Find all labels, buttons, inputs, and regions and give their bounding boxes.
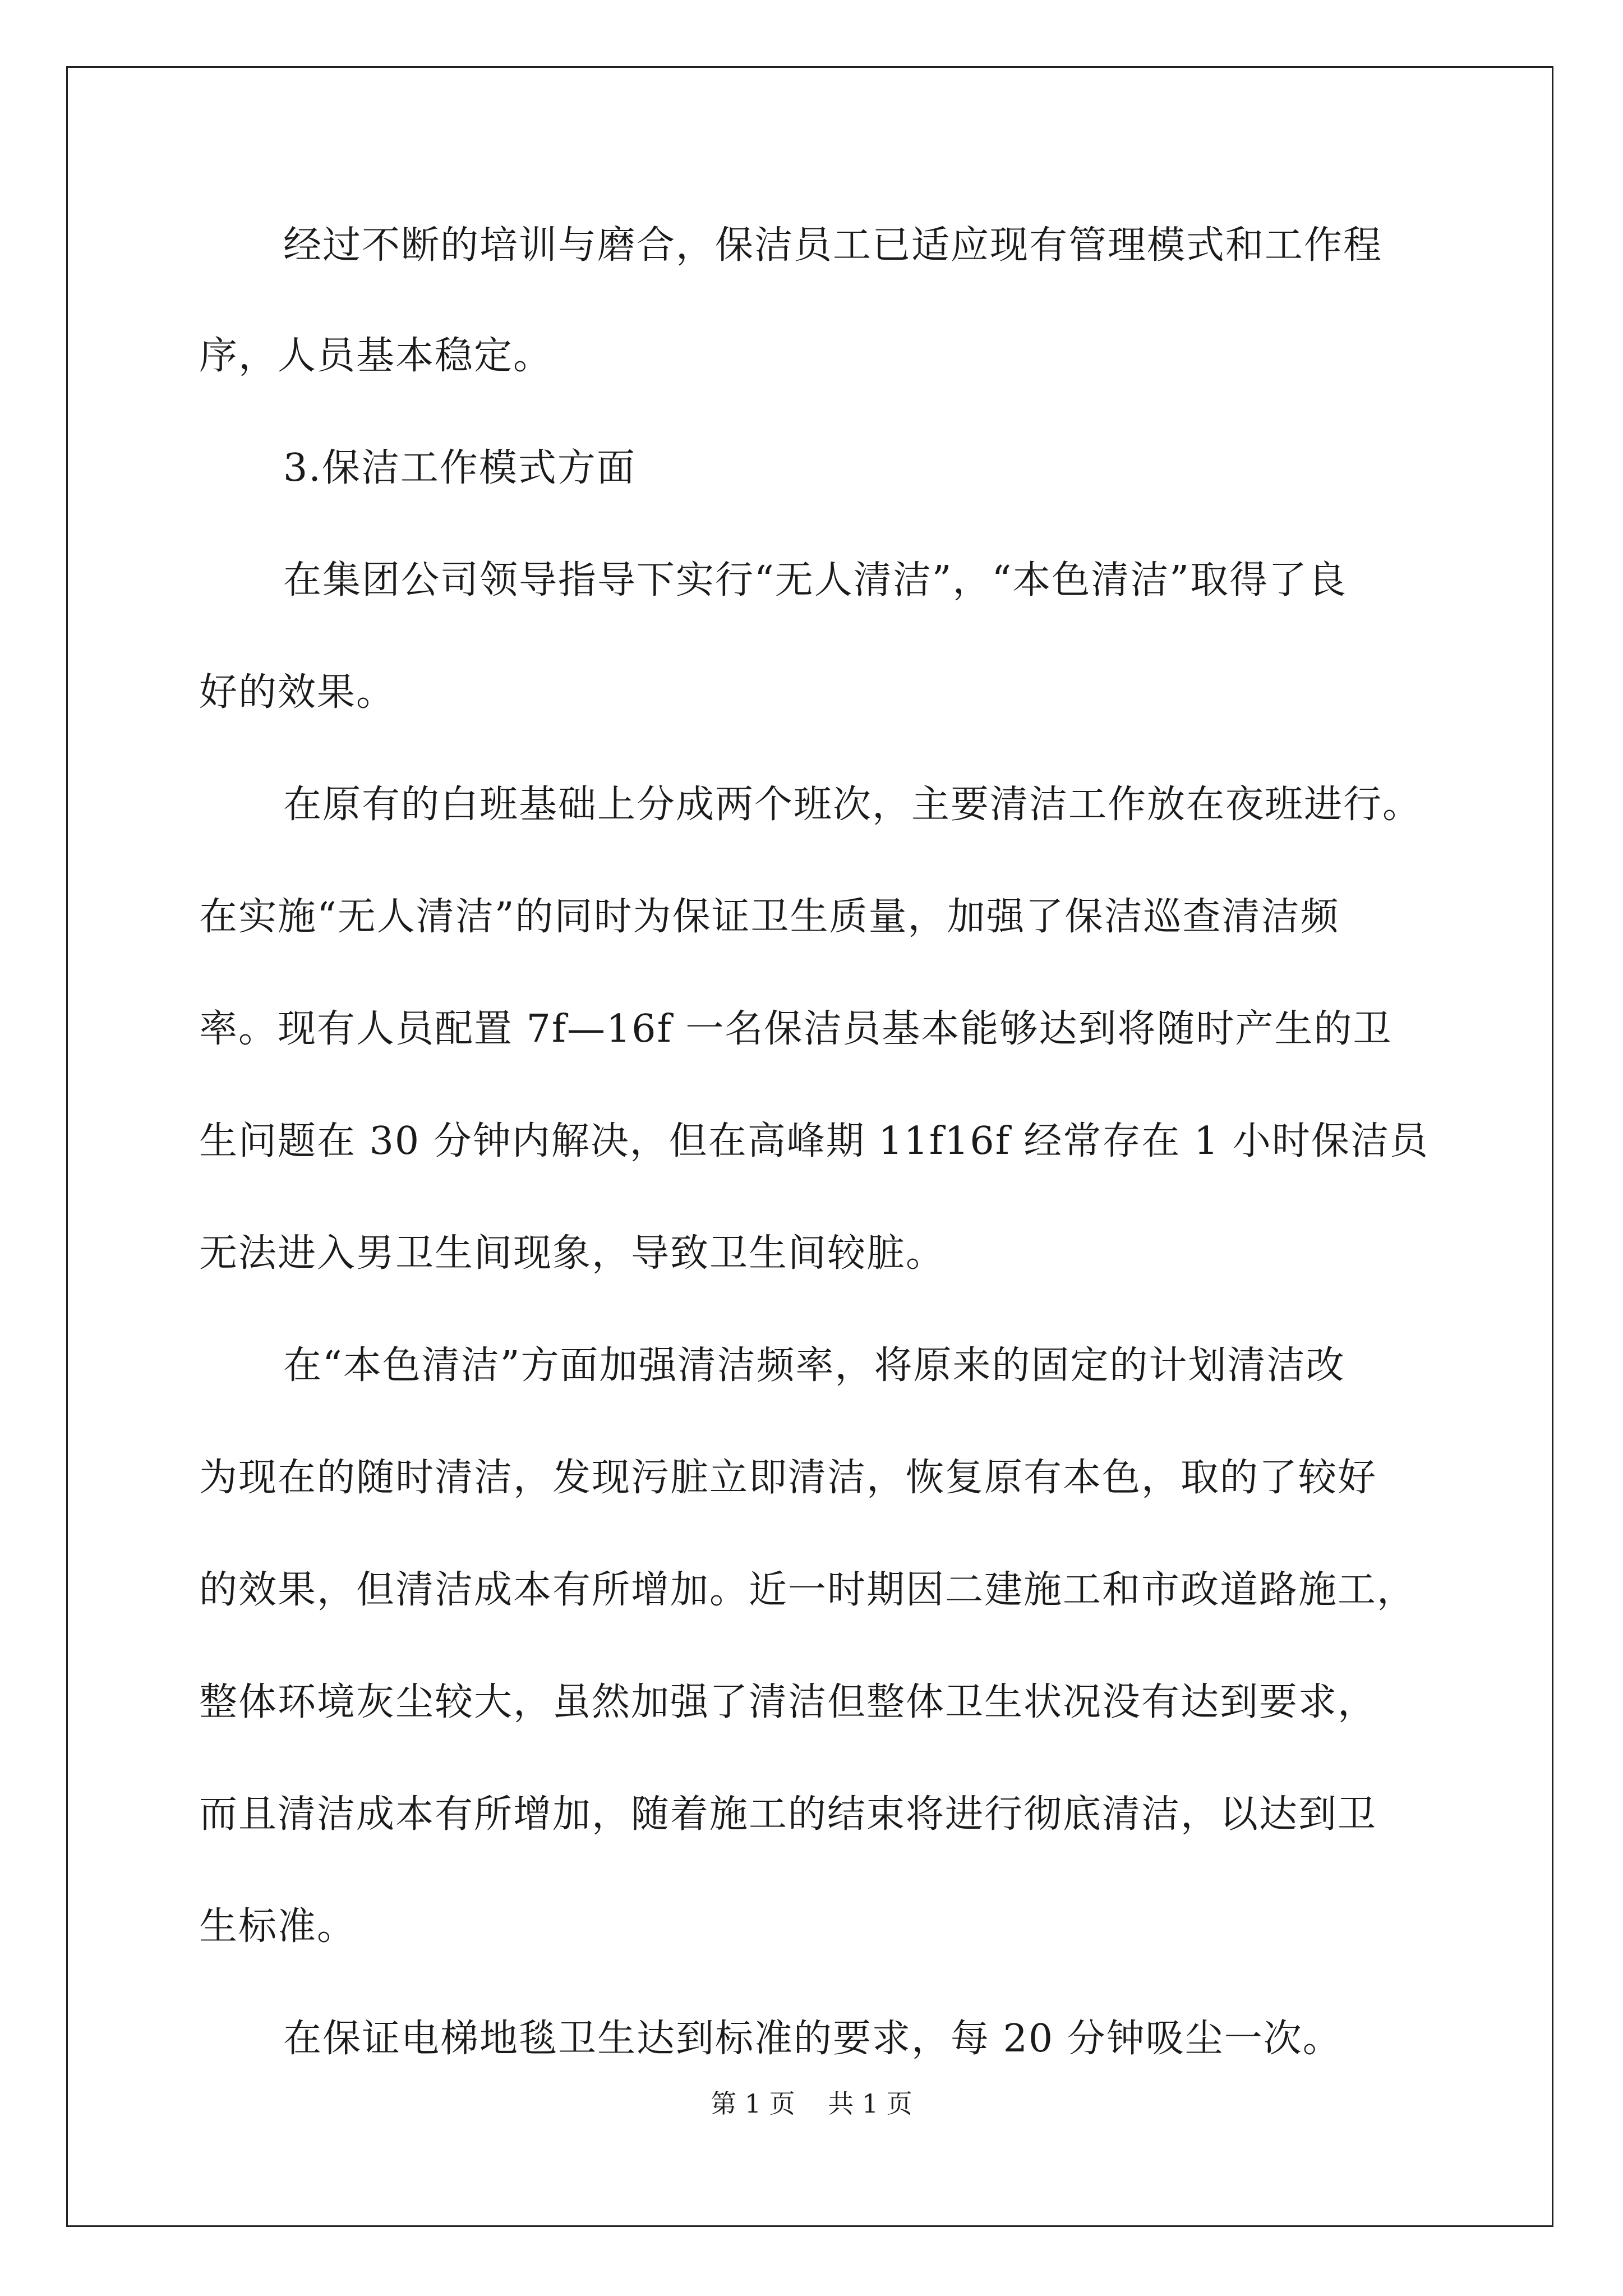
page-footer: 第 1 页 共 1 页 [711,2088,912,2119]
text-line: 而且清洁成本有所增加，随着施工的结束将进行彻底清洁，以达到卫 [199,1792,1377,1837]
text-line: 为现在的随时清洁，发现污脏立即清洁，恢复原有本色，取的了较好 [199,1456,1377,1500]
text-line: 序，人员基本稳定。 [199,334,553,378]
text-line: 在保证电梯地毯卫生达到标准的要求，每 20 分钟吸尘一次。 [283,2017,1342,2061]
text-line: 在“本色清洁”方面加强清洁频率，将原来的固定的计划清洁改 [283,1343,1345,1388]
text-line: 生问题在 30 分钟内解决，但在高峰期 11f16f 经常存在 1 小时保洁员 [199,1119,1429,1163]
text-line: 整体环境灰尘较大，虽然加强了清洁但整体卫生状况没有达到要求， [199,1680,1377,1724]
text-line: 率。现有人员配置 7f—16f 一名保洁员基本能够达到将随时产生的卫 [199,1007,1393,1051]
text-line: 在原有的白班基础上分成两个班次，主要清洁工作放在夜班进行。 [283,783,1422,827]
text-line: 在实施“无人清洁”的同时为保证卫生质量，加强了保洁巡查清洁频 [199,895,1340,939]
text-line: 无法进入男卫生间现象，导致卫生间较脏。 [199,1231,946,1276]
text-line: 经过不断的培训与磨合，保洁员工已适应现有管理模式和工作程 [283,223,1383,268]
text-line: 在集团公司领导指导下实行“无人清洁”，“本色清洁”取得了良 [283,558,1348,602]
text-line: 生标准。 [199,1904,357,1949]
text-line: 的效果，但清洁成本有所增加。近一时期因二建施工和市政道路施工， [199,1568,1417,1612]
text-line: 好的效果。 [199,670,396,715]
section-heading: 3.保洁工作模式方面 [283,446,636,490]
